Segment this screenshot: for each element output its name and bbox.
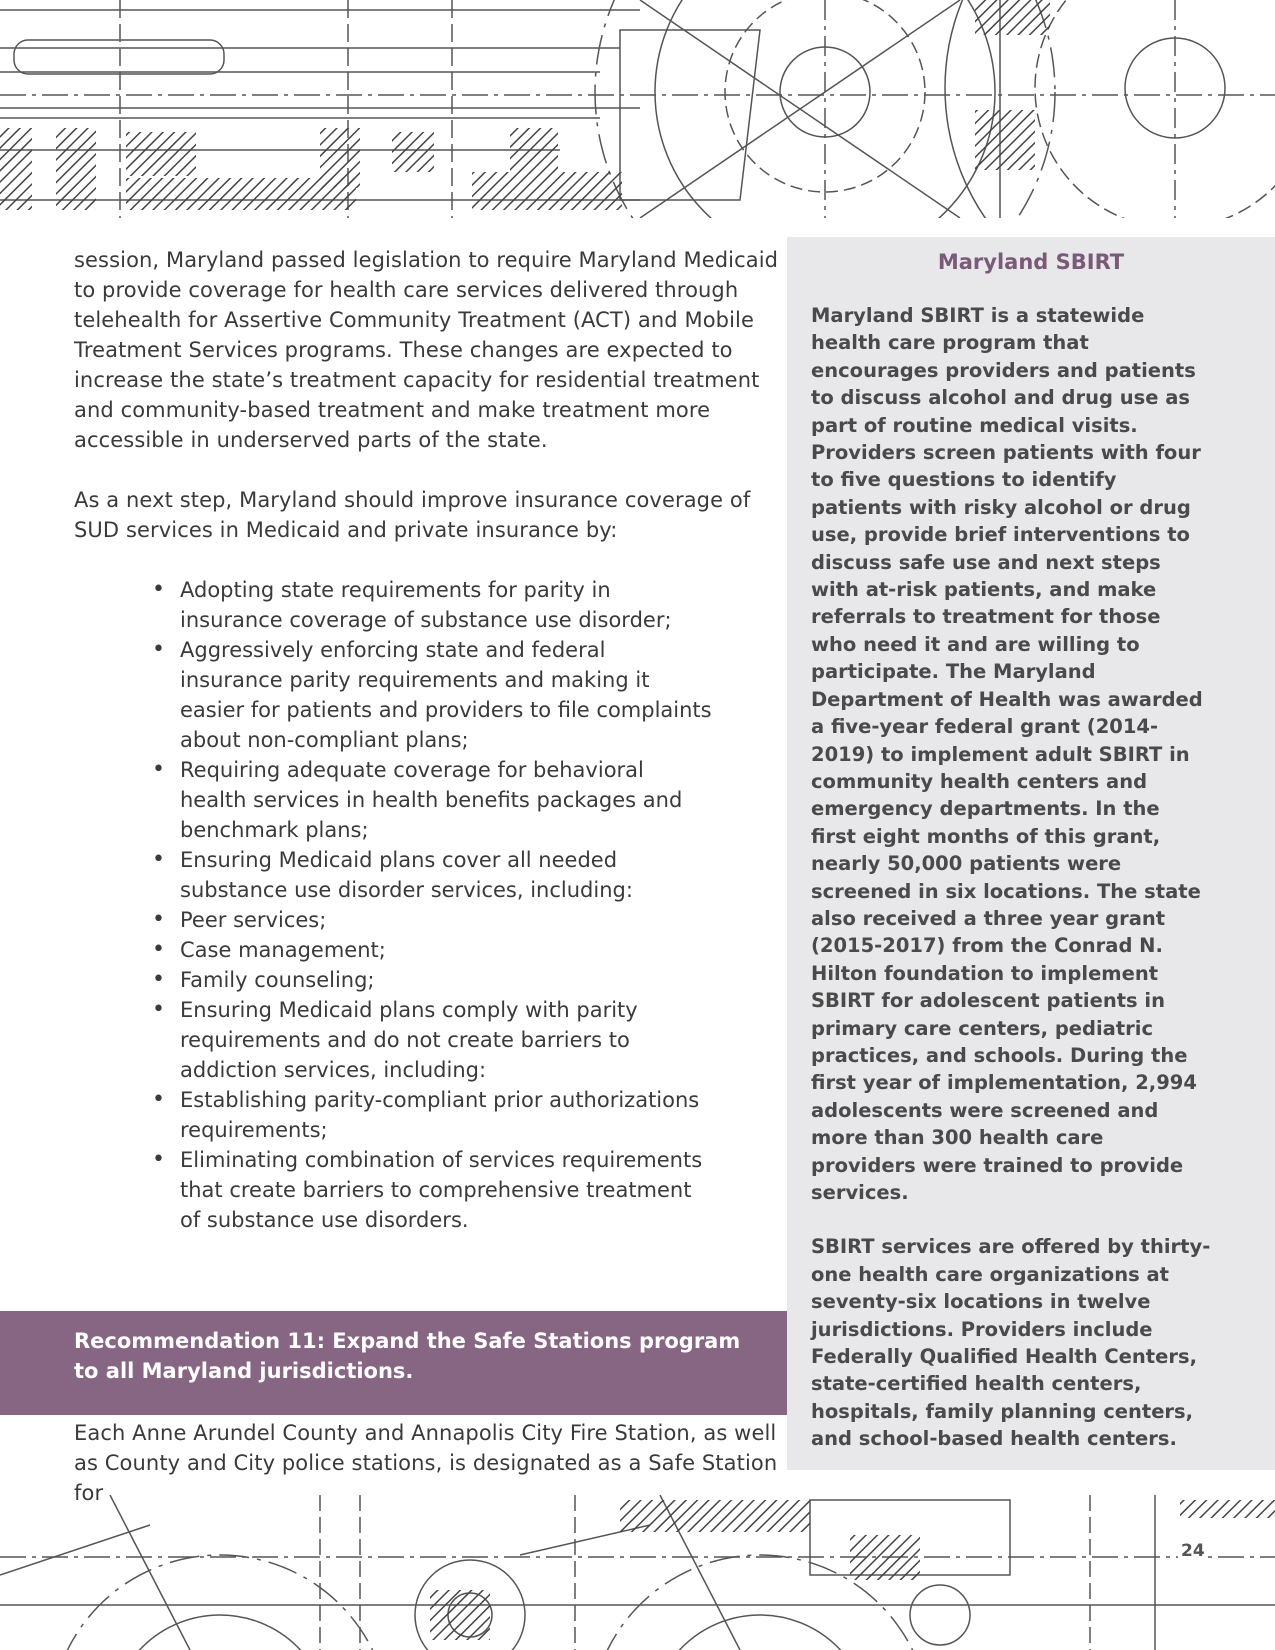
list-item: • Eliminating combination of services requirements that create barriers to comprehensive treatment of substance use disorders. xyxy=(152,1145,712,1235)
body-paragraph: Each Anne Arundel County and Annapolis City Fire Station, as well as County and City police stations, is designated as a Safe Station for xyxy=(74,1421,778,1505)
recommendation-banner xyxy=(0,1311,787,1415)
header-gear-illustration xyxy=(0,0,1275,218)
list-item: • Establishing parity-compliant prior authorizations requirements; xyxy=(152,1085,712,1145)
main-column xyxy=(74,245,790,1235)
list-item: • Case management; xyxy=(152,935,712,965)
list-item: • Aggressively enforcing state and federal insurance parity requirements and making it easier for patients and providers to file complaints about non-compliant plans; xyxy=(152,635,712,755)
recommendation-bullet-list xyxy=(74,575,712,1235)
body-paragraph: As a next step, Maryland should improve insurance coverage of SUD services in Medicaid and private insurance by: xyxy=(74,488,751,542)
footer-gear-illustration xyxy=(0,1495,1275,1650)
sidebar-paragraph: Maryland SBIRT is a statewide health care program that encourages providers and patients to discuss alcohol and drug use as part of routine medical visits. Providers screen patients with four to five questions to identify patients with risky alcohol or drug use, provide brief interventions to discuss safe use and next steps with at-risk patients, and make referrals to treatment for those who need it and are willing to participate. The Maryland Department of Health was awarded a five-year federal grant (2014-2019) to implement adult SBIRT in community health centers and emergency departments. In the first eight months of this grant, nearly 50,000 patients were screened in six locations. The state also received a three year grant (2015-2017) from the Conrad N. Hilton foundation to implement SBIRT for adolescent patients in primary care centers, pediatric practices, and schools. During the first year of implementation, 2,994 adolescents were screened and more than 300 health care providers were trained to provide services. xyxy=(811,304,1203,1204)
list-item: • Ensuring Medicaid plans cover all needed substance use disorder services, including: xyxy=(152,845,712,905)
list-item: • Ensuring Medicaid plans comply with parity requirements and do not create barriers to addiction services, including: xyxy=(152,995,712,1085)
sidebar-paragraph: SBIRT services are offered by thirty-one health care organizations at seventy-six locations in twelve jurisdictions. Providers include Federally Qualified Health Centers, state-certified health centers, hospitals, family planning centers, and school-based health centers. xyxy=(811,1235,1211,1451)
list-item: • Adopting state requirements for parity in insurance coverage of substance use disorder; xyxy=(152,575,712,635)
list-item: • Requiring adequate coverage for behavioral health services in health benefits packages and benchmark plans; xyxy=(152,755,712,845)
sbirt-sidebar xyxy=(787,237,1275,1470)
body-paragraph: session, Maryland passed legislation to require Maryland Medicaid to provide coverage for health care services delivered through telehealth for Assertive Community Treatment (ACT) and Mobile Treatment Services programs. These changes are expected to increase the state’s treatment capacity for residential treatment and community-based treatment and make treatment more accessible in underserved parts of the state. xyxy=(74,248,779,452)
sidebar-title: Maryland SBIRT xyxy=(937,250,1125,274)
page-number: 24 xyxy=(1178,1541,1208,1561)
recommendation-heading: Recommendation 11: Expand the Safe Stations program to all Maryland jurisdictions. xyxy=(74,1329,741,1383)
list-item: • Family counseling; xyxy=(152,965,712,995)
list-item: • Peer services; xyxy=(152,905,712,935)
